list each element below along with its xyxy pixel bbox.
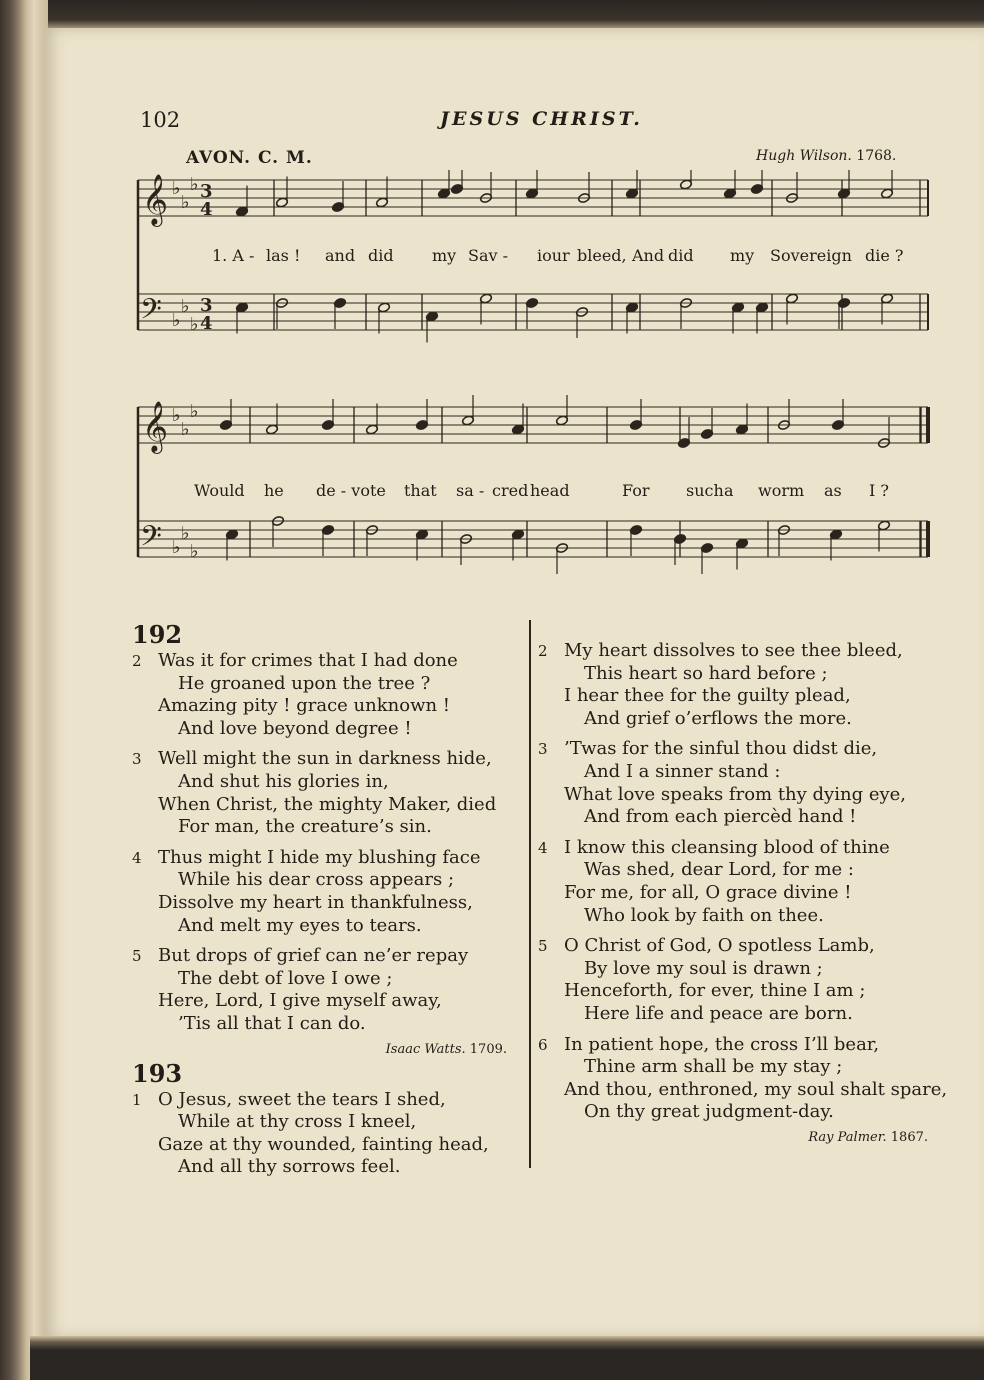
lyric-syllable: head	[530, 481, 570, 500]
verse-line: I hear thee for the guilty plead,	[564, 685, 851, 707]
verse-line: What love speaks from thy dying eye,	[564, 783, 907, 805]
verse-line: Amazing pity ! grace unknown !	[158, 695, 451, 717]
verse-line: Here life and peace are born.	[584, 1002, 853, 1024]
lyric-syllable: and	[325, 246, 356, 265]
verse-line: Was it for crimes that I had done	[158, 650, 458, 671]
verse-line: And shut his glories in,	[178, 770, 389, 792]
lyric-syllable: did	[368, 246, 394, 265]
tune-name: AVON. C. M.	[186, 148, 313, 168]
lyric-syllable: such	[686, 481, 724, 500]
lyric-syllable: die ?	[865, 246, 904, 265]
stanza	[538, 738, 938, 828]
stanza	[132, 847, 517, 937]
book-binding	[0, 0, 48, 1380]
hymn-193-stanzas	[132, 1089, 517, 1179]
verse-line: By love my soul is drawn ;	[584, 957, 823, 979]
verse-line: On thy great judgment-day.	[584, 1101, 834, 1123]
verse-line: ’Twas for the sinful thou didst die,	[564, 738, 878, 760]
author-year: 1867.	[890, 1129, 928, 1145]
verse-line: My heart dissolves to see thee bleed,	[564, 640, 903, 661]
key-flat: ♭	[181, 419, 190, 440]
verse-line: While his dear cross appears ;	[178, 869, 455, 891]
verse-number: 5	[132, 947, 142, 966]
lyric-syllable: de - vote	[316, 481, 386, 500]
time-signature-top: 3	[200, 295, 213, 316]
verse-line: But drops of grief can ne’er repay	[158, 945, 469, 967]
verse-line: O Jesus, sweet the tears I shed,	[158, 1088, 446, 1110]
tune-composer	[756, 148, 896, 164]
stanza	[538, 640, 938, 730]
key-flat: ♭	[190, 314, 199, 335]
verse-number: 3	[538, 740, 548, 759]
lyric-syllable: did	[668, 246, 694, 265]
verse-line: Here, Lord, I give myself away,	[158, 990, 442, 1012]
verse-line: Dissolve my heart in thankfulness,	[158, 891, 473, 913]
verse-line: Thus might I hide my blushing face	[158, 846, 481, 868]
staff-system-1	[132, 170, 932, 370]
verse-line: And grief o’erflows the more.	[584, 707, 852, 729]
lyric-syllable: as	[824, 481, 842, 500]
key-flat: ♭	[190, 174, 199, 195]
author-name: Ray Palmer.	[808, 1129, 887, 1145]
verse-line: And thou, enthroned, my soul shalt spare,	[564, 1078, 948, 1100]
key-flat: ♭	[190, 401, 199, 422]
lyric-syllable: Sav -	[468, 246, 509, 265]
stanza	[538, 1033, 948, 1124]
stanza	[132, 650, 517, 740]
lyric-syllable: 1. A -	[212, 246, 255, 265]
key-flat: ♭	[190, 541, 199, 562]
author-year: 1709.	[469, 1041, 507, 1057]
left-column	[132, 620, 517, 1187]
verse-number: 6	[538, 1035, 548, 1054]
verse-number: 2	[538, 642, 548, 660]
hymn-number-193: 193	[132, 1058, 183, 1088]
lyric-syllable: a	[724, 481, 734, 500]
lyric-syllable: sa -	[456, 481, 485, 500]
composer-year: 1768.	[856, 148, 897, 164]
key-flat: ♭	[172, 537, 181, 558]
stanza	[538, 837, 938, 927]
hymn-192-author	[132, 1042, 517, 1057]
lyric-syllable: he	[264, 481, 284, 500]
lyric-syllable: my	[432, 246, 457, 265]
verse-line: Was shed, dear Lord, for me :	[584, 859, 854, 881]
hymn-number-192: 192	[132, 620, 183, 649]
lyric-syllable: bleed,	[577, 246, 627, 265]
lyrics-line-2	[132, 481, 932, 503]
verse-line: Henceforth, for ever, thine I am ;	[564, 980, 866, 1002]
verse-number: 4	[132, 848, 142, 867]
lyric-syllable: Would	[194, 481, 245, 500]
lyric-syllable: that	[404, 481, 437, 500]
running-title: JESUS CHRIST.	[440, 108, 643, 130]
lyric-syllable: my	[730, 246, 755, 265]
verse-number: 3	[132, 750, 142, 769]
book-top-edge	[44, 0, 984, 30]
lyric-syllable: worm	[758, 481, 805, 500]
verse-line: And I a sinner stand :	[584, 760, 781, 782]
stanza	[132, 945, 517, 1035]
hymn-193-author	[538, 1130, 938, 1145]
treble-clef: 𝄞	[142, 401, 169, 452]
verse-line: Well might the sun in darkness hide,	[158, 748, 492, 770]
lyric-syllable: Sovereign	[770, 246, 852, 265]
verse-line: For me, for all, O grace divine !	[564, 881, 852, 903]
stanza	[538, 935, 938, 1025]
bass-clef: 𝄢	[140, 293, 162, 333]
stanza	[132, 748, 517, 838]
verse-line: I know this cleansing blood of thine	[564, 836, 890, 858]
key-flat: ♭	[181, 523, 190, 544]
composer-name: Hugh Wilson.	[756, 148, 852, 164]
page-number: 102	[140, 108, 181, 132]
time-signature-bottom: 4	[200, 313, 213, 334]
treble-clef: 𝄞	[142, 174, 169, 225]
verse-line: And melt my eyes to tears.	[178, 914, 422, 936]
verse-line: ’Tis all that I can do.	[178, 1012, 366, 1034]
lyric-syllable: las !	[266, 246, 301, 265]
verse-line: When Christ, the mighty Maker, died	[158, 793, 497, 815]
lyric-syllable: cred	[492, 481, 529, 500]
key-flat: ♭	[172, 310, 181, 331]
hymn-193-continued-stanzas	[538, 640, 948, 1124]
key-flat: ♭	[181, 192, 190, 213]
verse-number: 1	[132, 1090, 142, 1109]
author-name: Isaac Watts.	[385, 1041, 466, 1057]
verse-line: He groaned upon the tree ?	[178, 672, 431, 694]
music-system-2	[132, 395, 932, 595]
key-flat: ♭	[172, 405, 181, 426]
verse-number: 4	[538, 838, 548, 857]
right-column	[538, 640, 948, 1145]
verse-line: This heart so hard before ;	[584, 662, 828, 684]
column-divider	[529, 620, 531, 1168]
verse-line: The debt of love I owe ;	[178, 967, 393, 989]
bass-clef: 𝄢	[140, 520, 162, 560]
verse-line: Gaze at thy wounded, fainting head,	[158, 1133, 489, 1155]
verse-line: For man, the creature’s sin.	[178, 816, 432, 838]
verse-line: In patient hope, the cross I’ll bear,	[564, 1033, 880, 1055]
lyric-syllable: And	[632, 246, 665, 265]
verse-line: O Christ of God, O spotless Lamb,	[564, 935, 875, 957]
book-bottom-edge	[30, 1336, 984, 1380]
time-signature-bottom: 4	[200, 199, 213, 220]
verse-number: 2	[132, 652, 142, 670]
lyric-syllable: For	[622, 481, 650, 500]
verse-line: While at thy cross I kneel,	[178, 1111, 417, 1133]
verse-line: And all thy sorrows feel.	[178, 1156, 401, 1178]
hymn-192-stanzas	[132, 650, 517, 1036]
stanza	[132, 1089, 517, 1179]
key-flat: ♭	[172, 178, 181, 199]
verse-line: And from each piercèd hand !	[584, 806, 857, 828]
key-flat: ♭	[181, 296, 190, 317]
music-system-1	[132, 170, 932, 370]
verse-line: Who look by faith on thee.	[584, 904, 824, 926]
lyric-syllable: I ?	[869, 481, 889, 500]
lyrics-line-1	[132, 246, 932, 268]
verse-line: And love beyond degree !	[178, 717, 412, 739]
hymn-texts	[132, 620, 948, 1180]
lyric-syllable: iour	[537, 246, 570, 265]
verse-number: 5	[538, 937, 548, 956]
time-signature-top: 3	[200, 181, 213, 202]
verse-line: Thine arm shall be my stay ;	[584, 1056, 843, 1078]
